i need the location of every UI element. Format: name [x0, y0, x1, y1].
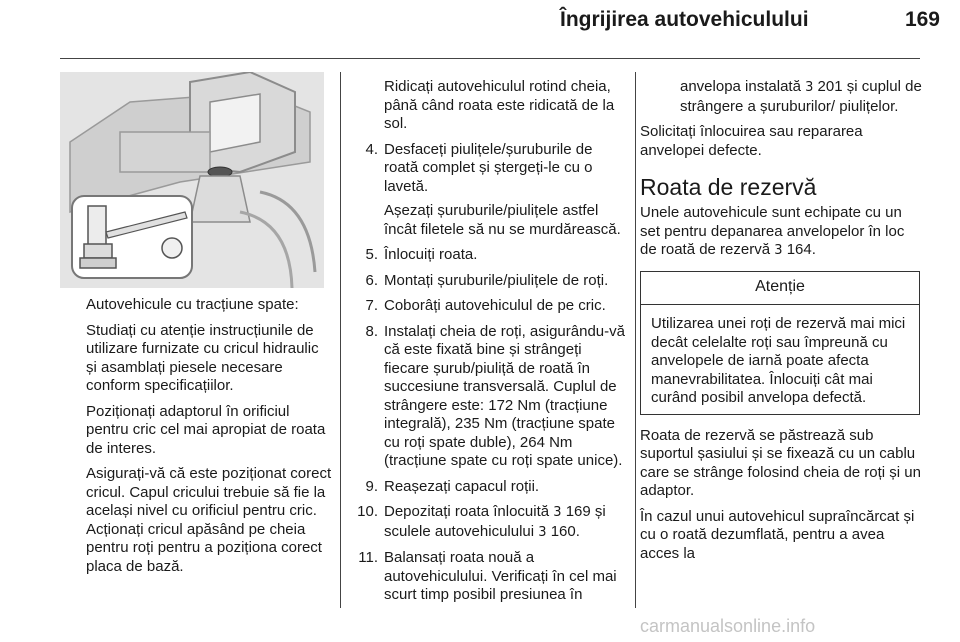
- step-number: 10.: [357, 503, 378, 520]
- step-text: Balansați roata nouă a autovehiculului. Verificați în cel mai scurt timp posibil presiunea în: [384, 549, 617, 603]
- step-text-part: 160.: [546, 522, 580, 540]
- text-part: 201 și cuplul de strângere a șuruburilor/ piulițelor.: [680, 78, 922, 115]
- paragraph-replace-tyre: Solicitați înlocuirea sau repararea anvelopei defecte.: [640, 123, 863, 159]
- list-item: [344, 478, 626, 497]
- watermark: carmanualsonline.info: [640, 616, 816, 636]
- list-item: [344, 141, 626, 240]
- page-reference-icon: 3: [538, 524, 547, 540]
- step-text-part: 169 și sculele autovehiculului: [384, 503, 606, 540]
- list-item: [344, 297, 626, 316]
- rear-drive-heading: Autovehicule cu tracțiune spate:: [86, 296, 299, 313]
- list-item: [344, 323, 626, 471]
- paragraph-study-instructions: Studiați cu atenție instrucțiunile de utilizare furnizate cu cricul hidraulic și asamblați piesele necesare conform specificațiilor.: [86, 321, 319, 394]
- caution-title: Atenție: [641, 272, 919, 306]
- text-part: Unele autovehicule sunt echipate cu un set pentru depanarea anvelopelor în loc de roată de rezervă: [640, 204, 905, 258]
- step-number: 7.: [365, 297, 378, 314]
- step-text: Înlocuiți roata.: [384, 246, 478, 263]
- section-title-spare-wheel: Roata de rezervă: [640, 174, 817, 200]
- step-text: Reașezați capacul roții.: [384, 477, 540, 495]
- paragraph-repair-kit: [640, 204, 922, 261]
- step-number: 6.: [365, 271, 378, 289]
- text-part: 164.: [782, 241, 816, 258]
- steps-list: [344, 141, 626, 605]
- page-reference-icon: 3: [805, 80, 814, 95]
- paragraph-check-jack: Asigurați-vă că este poziționat corect cricul. Capul cricului trebuie să fie la același nivel cu orificiul pentru cric. Acționați cricul apăsând pe cheia pentru roți pentru a poziționa corect placa de bază.: [86, 465, 332, 575]
- column-divider-right: [635, 72, 636, 608]
- step-number: 8.: [365, 322, 378, 340]
- page-number: 169: [904, 8, 940, 31]
- step-subtext: Așezați șuruburile/piulițele astfel încât filetele să nu se murdărească.: [384, 202, 621, 238]
- list-item: [344, 549, 626, 605]
- text-part: anvelopa instalată: [680, 78, 806, 95]
- page-header-title: Îngrijirea autovehiculului: [560, 8, 809, 31]
- paragraph-spare-storage: Roata de rezervă se păstrează sub suportul șasiului și se fixează cu un cablu care se strânge folosind cheia de roți și un adaptor.: [640, 426, 921, 499]
- column-divider-left: [340, 72, 341, 608]
- step-text-part: Depozitați roata înlocuită: [384, 503, 554, 520]
- step-number: 4.: [365, 140, 378, 158]
- list-item: [344, 246, 626, 265]
- page-reference-icon: 3: [774, 243, 783, 258]
- paragraph-position-adapter: Poziționați adaptorul în orificiul pentru cric cel mai apropiat de roata de interes.: [86, 402, 326, 457]
- list-item: [344, 272, 626, 291]
- step-number: 9.: [365, 477, 378, 495]
- step-number: 11.: [358, 549, 378, 566]
- list-item: [344, 503, 626, 542]
- step-text: [384, 503, 626, 542]
- step-text: Instalați cheia de roți, asigurându-vă că este fixată bine și strângeți fiecare șurub/piuliță de roată în succesiune transversală. Cuplul de strângere este: 172 Nm (tracțiune integrală), 235 Nm (tracțiune spate cu roți spate duble), 264 Nm (tracțiune spate cu roți spate unice).: [384, 322, 625, 469]
- step-number: 5.: [365, 246, 378, 263]
- paragraph-overloaded-vehicle: În cazul unui autovehicul supraîncărcat și cu o roată dezumflată, pentru a avea acces la: [640, 507, 915, 562]
- jack-illustration: [60, 72, 324, 288]
- step-text: Montați șuruburile/piulițele de roți.: [384, 271, 609, 289]
- column-middle: [344, 78, 626, 612]
- paragraph-continuation: [640, 78, 922, 116]
- step-text: Desfaceți piulițele/șuruburile de roată complet și ștergeți-le cu o lavetă.: [384, 140, 593, 195]
- paragraph-raise-vehicle: Ridicați autovehiculul rotind cheia, până când roata este ridicată de la sol.: [384, 78, 615, 132]
- caution-text: Utilizarea unei roți de rezervă mai mici decât celelalte roți sau împreună cu anvelopele de iarnă poate afecta manevrabilitatea. Înlocuiți cât mai curând posibil anvelopa defectă.: [651, 315, 906, 406]
- caution-box: [640, 271, 920, 415]
- header-divider: [60, 58, 920, 59]
- column-right: [640, 78, 922, 570]
- step-text: Coborâți autovehiculul de pe cric.: [384, 297, 606, 314]
- column-left: [86, 296, 332, 583]
- page-reference-icon: 3: [553, 505, 562, 520]
